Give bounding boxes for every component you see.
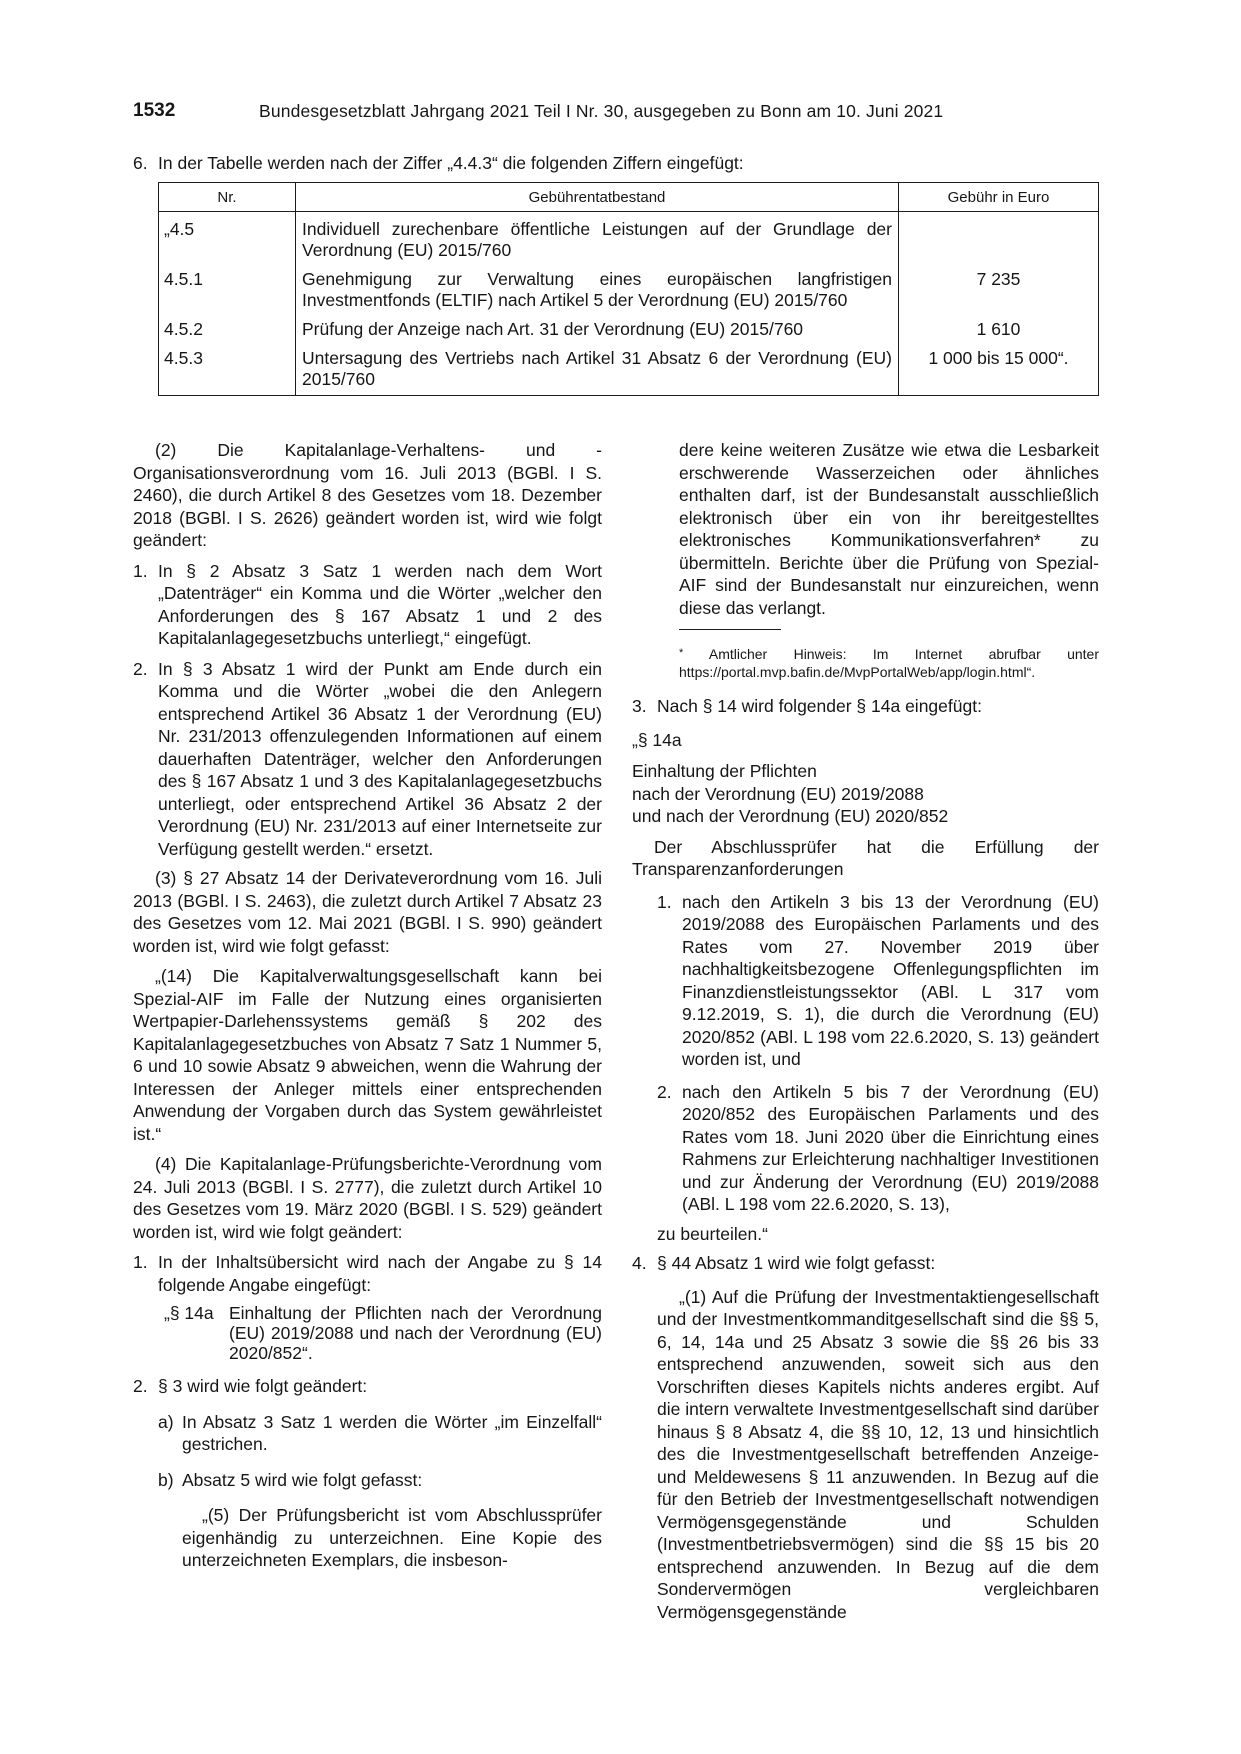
- column-header-description: Gebührentatbestand: [296, 183, 899, 212]
- sub-item: [158, 1469, 602, 1492]
- item-number: 1.: [657, 891, 672, 912]
- list-item: [133, 1251, 602, 1296]
- list-item: [657, 891, 1099, 1071]
- item-text: In § 2 Absatz 3 Satz 1 werden nach dem Wort „Datenträger“ ein Komma und die Wörter „welcher den Anforderungen des § 167 Absatz 1 und 2 des Kapitalanlagegesetzbuchs unterliegt,“ eingefügt.: [158, 560, 602, 648]
- row-fee: 1 000 bis 15 000“.: [899, 340, 1099, 396]
- item-text: § 3 wird wie folgt geändert:: [158, 1376, 368, 1396]
- row-nr: 4.5.3: [159, 340, 296, 396]
- section-title-line: Einhaltung der Pflichten: [632, 761, 817, 781]
- toc-entry-number: „§ 14a: [164, 1303, 214, 1323]
- item-text: nach den Artikeln 5 bis 7 der Verordnung (EU) 2020/852 des Europäischen Parlaments und des Rates vom 18. Juni 2020 über die Einrichtung eines Rahmens zur Erleichterung nachhaltiger Investitionen und zur Änderung der Verordnung (EU) 2019/2088 (ABl. L 198 vom 22.6.2020, S. 13),: [682, 1081, 1099, 1214]
- section-intro: Der Abschlussprüfer hat die Erfüllung der Transparenzanforderungen: [632, 836, 1099, 879]
- item-text: Nach § 14 wird folgender § 14a eingefügt:: [657, 696, 982, 716]
- paragraph-2: (2) Die Kapitalanlage-Verhaltens- und -Organisationsverordnung vom 16. Juli 2013 (BGBl. I S. 2460), die durch Artikel 8 des Gesetzes vom 18. Dezember 2018 (BGBl. I S. 2626) geändert worden ist, wird wie folgt geändert:: [133, 440, 602, 550]
- section-label: „§ 14a: [632, 729, 682, 750]
- footnote: [679, 644, 1099, 681]
- row-nr: „4.5: [159, 212, 296, 262]
- item-number: 2.: [657, 1081, 672, 1102]
- item-number: 1.: [133, 560, 148, 581]
- fee-table: [158, 182, 1099, 396]
- continued-paragraph: dere keine weiteren Zusätze wie etwa die Lesbarkeit erschwerende Wasserzeichen oder ähnliches enthalten darf, ist der Bundesanstalt ausschließlich elektronisch über ein von ihr bereitgestelltes elektronisches Kommunikationsverfahren* zu übermitteln. Berichte über die Prüfung von Spezial-AIF sind der Bundesanstalt nur einzureichen, wenn diese das verlangt.: [679, 440, 1099, 618]
- sub-item-text: In Absatz 3 Satz 1 werden die Wörter „im Einzelfall“ gestrichen.: [182, 1411, 602, 1454]
- left-column: [133, 439, 602, 1572]
- item-number: 1.: [133, 1252, 148, 1272]
- toc-entry: [164, 1303, 602, 1363]
- paragraph-3: (3) § 27 Absatz 14 der Derivateverordnung vom 16. Juli 2013 (BGBl. I S. 2463), die zuletzt durch Artikel 7 Absatz 23 des Gesetzes vom 12. Mai 2021 (BGBl. I S. 990) geändert worden ist, wird wie folgt gefasst:: [133, 868, 602, 956]
- table-row: [159, 340, 1099, 396]
- list-item: [133, 658, 602, 861]
- column-header-nr: Nr.: [159, 183, 296, 212]
- section-end: zu beurteilen.“: [657, 1223, 768, 1244]
- item-number: 2.: [133, 1376, 148, 1396]
- list-item: [657, 1081, 1099, 1216]
- row-fee: 1 610: [899, 311, 1099, 340]
- item-number: 6.: [133, 153, 148, 173]
- item-text: In der Tabelle werden nach der Ziffer „4.4.3“ die folgenden Ziffern eingefügt:: [158, 153, 744, 173]
- item-text: In § 3 Absatz 1 wird der Punkt am Ende durch ein Komma und die Wörter „wobei die den Anlegern entsprechend Artikel 36 Absatz 1 der Verordnung (EU) Nr. 231/2013 offenzulegenden Informationen auf einem dauerhaften Datenträger, welcher den Anforderungen des § 167 Absatz 1 und 3 des Kapitalanlagegesetzbuchs unterliegt, oder entsprechend Artikel 36 Absatz 2 der Verordnung (EU) Nr. 231/2013 auf einer Internetseite zur Verfügung gestellt werden.“ ersetzt.: [158, 658, 602, 859]
- row-nr: 4.5.1: [159, 261, 296, 311]
- paragraph-4: (4) Die Kapitalanlage-Prüfungsberichte-Verordnung vom 24. Juli 2013 (BGBl. I S. 2777), die zuletzt durch Artikel 10 des Gesetzes vom 19. März 2020 (BGBl. I S. 529) geändert worden ist, wird wie folgt geändert:: [133, 1154, 602, 1242]
- list-item: [632, 1252, 1099, 1275]
- row-description: Prüfung der Anzeige nach Art. 31 der Verordnung (EU) 2015/760: [296, 311, 899, 340]
- item-number: 3.: [632, 696, 647, 716]
- item-number: 4.: [632, 1253, 647, 1273]
- gazette-title: Bundesgesetzblatt Jahrgang 2021 Teil I Nr. 30, ausgegeben zu Bonn am 10. Juni 2021: [259, 101, 944, 121]
- table-row: [159, 212, 1099, 262]
- row-description: Individuell zurechenbare öffentliche Leistungen auf der Grundlage der Verordnung (EU) 2015/760: [296, 212, 899, 262]
- row-description: Genehmigung zur Verwaltung eines europäischen langfristigen Investmentfonds (ELTIF) nach Artikel 5 der Verordnung (EU) 2015/760: [296, 261, 899, 311]
- row-description: Untersagung des Vertriebs nach Artikel 31 Absatz 6 der Verordnung (EU) 2015/760: [296, 340, 899, 396]
- sub-item-letter: a): [158, 1411, 174, 1432]
- item-number: 2.: [133, 658, 148, 679]
- item-text: § 44 Absatz 1 wird wie folgt gefasst:: [657, 1253, 936, 1273]
- quote-paragraph-14: „(14) Die Kapitalverwaltungsgesellschaft kann bei Spezial-AIF im Falle der Nutzung eines organisierten Wertpapier-Darlehenssystems gemäß § 202 des Kapitalanlagegesetzbuches von Absatz 7 Satz 1 Nummer 5, 6 und 10 sowie Absatz 9 abweichen, wenn die Wahrung der Interessen der Anleger mittels einer entsprechenden Anwendung der Vorgaben durch das System gewährleistet ist.“: [133, 966, 602, 1144]
- quote-paragraph-44: „(1) Auf die Prüfung der Investmentaktiengesellschaft und der Investmentkommanditgesellschaft sind die §§ 5, 6, 14, 14a und 25 Absatz 3 sowie die §§ 26 bis 33 entsprechend anzuwenden, soweit sich aus den Vorschriften dieses Kapitels nichts anderes ergibt. Auf die intern verwaltete Investmentgesellschaft sind darüber hinaus § 8 Absatz 4, die §§ 10, 12, 13 und hinsichtlich des die Investmentgesellschaft betreffenden Anzeige- und Meldewesens § 11 anzuwenden. In Bezug auf die für den Betrieb der Investmentgesellschaft notwendigen Vermögensgegenstände und Schulden (Investmentbetriebsvermögen) sind die §§ 15 bis 20 entsprechend anzuwenden. In Bezug auf die dem Sondervermögen vergleichbaren Vermögensgegenstände: [657, 1286, 1099, 1622]
- column-header-fee: Gebühr in Euro: [899, 183, 1099, 212]
- item-text: In der Inhaltsübersicht wird nach der Angabe zu § 14 folgende Angabe eingefügt:: [158, 1252, 602, 1295]
- table-header-row: [159, 183, 1099, 212]
- quote-paragraph-5: „(5) Der Prüfungsbericht ist vom Abschlussprüfer eigenhändig zu unterzeichnen. Eine Kopie des unterzeichneten Exemplars, die insbeson-: [182, 1505, 602, 1570]
- section-title-line: und nach der Verordnung (EU) 2020/852: [632, 806, 949, 826]
- list-item: [133, 1375, 602, 1398]
- intro-item-6: [133, 153, 744, 174]
- footnote-marker: *: [679, 647, 684, 659]
- table-row: [159, 261, 1099, 311]
- section-title-line: nach der Verordnung (EU) 2019/2088: [632, 783, 924, 804]
- list-item: [133, 560, 602, 650]
- list-item: [632, 695, 1099, 718]
- footnote-text: Amtlicher Hinweis: Im Internet abrufbar unter https://portal.mvp.bafin.de/MvpPortalWeb/app/login.html“.: [679, 646, 1099, 680]
- sub-item-text: Absatz 5 wird wie folgt gefasst:: [182, 1469, 423, 1490]
- item-text: nach den Artikeln 3 bis 13 der Verordnung (EU) 2019/2088 des Europäischen Parlaments und des Rates vom 27. November 2019 über nachhaltigkeitsbezogene Offenlegungspflichten im Finanzdienstleistungssektor (ABl. L 317 vom 9.12.2019, S. 1), die durch die Verordnung (EU) 2020/852 (ABl. L 198 vom 22.6.2020, S. 13) geändert worden ist, und: [682, 891, 1099, 1069]
- right-column: [632, 439, 1099, 1623]
- footnote-divider: [679, 629, 781, 630]
- sub-item: [158, 1411, 602, 1456]
- sub-item-letter: b): [158, 1469, 174, 1490]
- row-fee: 7 235: [899, 261, 1099, 311]
- table-row: [159, 311, 1099, 340]
- row-fee: [899, 212, 1099, 262]
- toc-entry-text: Einhaltung der Pflichten nach der Verordnung (EU) 2019/2088 und nach der Verordnung (EU) 2020/852“.: [229, 1303, 602, 1363]
- page-header: [133, 100, 1115, 130]
- row-nr: 4.5.2: [159, 311, 296, 340]
- page-number: 1532: [133, 100, 176, 121]
